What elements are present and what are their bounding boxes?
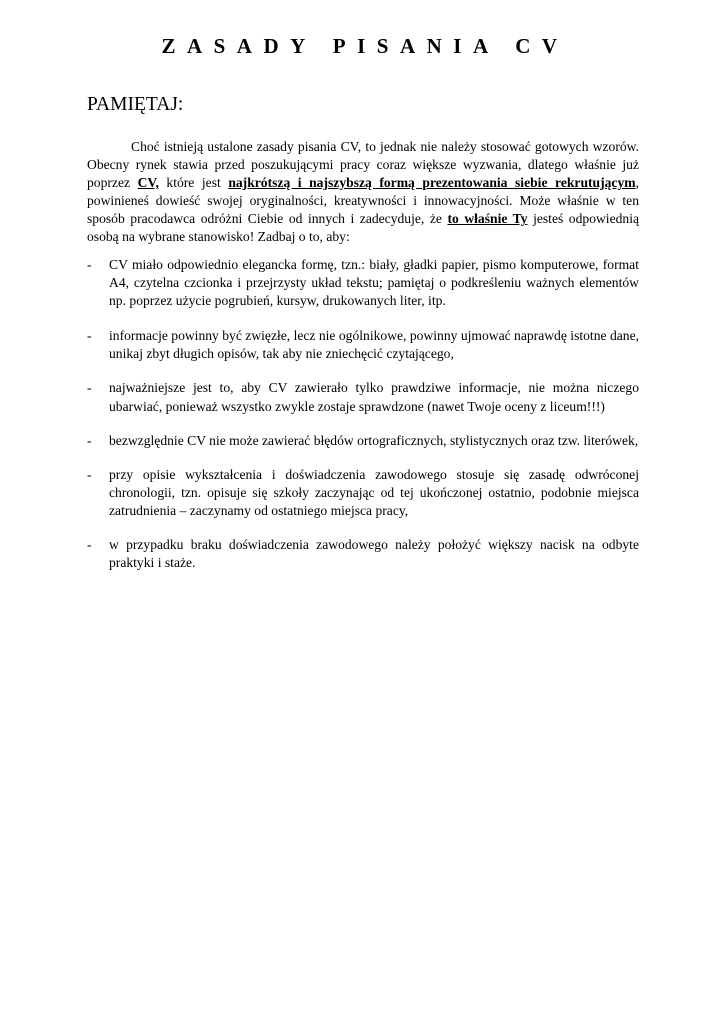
bullet-dash: - [87,257,92,272]
intro-text-4: jesteś odpowiednią osobą na wybrane stanowisko! Zadbaj o to, aby: [87,211,640,245]
list-item-text: bezwzględnie CV nie może zawierać błędów ortograficznych, stylistycznych oraz tzw. literówek, [109,432,639,448]
list-item [87,466,639,520]
bullet-dash: - [87,432,92,448]
intro-key-emphasis: najkrótszą i najszybszą formą prezentowania siebie rekrutującym [228,175,636,191]
list-item [87,327,639,363]
intro-paragraph [87,138,639,247]
intro-you-emphasis: to właśnie Ty [447,211,528,227]
bullet-dash: - [87,380,92,396]
list-item [87,432,639,450]
list-item-text: przy opisie wykształcenia i doświadczenia zawodowego stosuje się zasadę odwróconej chronologii, tzn. opisuje się szkoły zaczynając od tej ukończonej ostatnio, podobnie miejsca zatrudnienia – zaczynamy od ostatniego miejsca pracy, [109,466,639,518]
list-item [87,256,639,310]
bullet-dash: - [87,466,92,482]
list-item-text: CV miało odpowiednio elegancka formę, tzn.: biały, gładki papier, pismo komputerowe, format A4, czytelna czcionka i przejrzysty układ tekstu; pamiętaj o podkreśleniu ważnych elementów np. poprzez użycie pogrubień, kursyw, drukowanych liter, itp. [109,257,639,309]
page-title: ZASADY PISANIA CV [161,34,569,58]
bullet-dash: - [87,537,92,553]
section-heading: PAMIĘTAJ: [87,94,184,115]
intro-cv-emphasis: CV, [137,175,159,191]
list-item-text: informacje powinny być zwięzłe, lecz nie ogólnikowe, powinny ujmować naprawdę istotne dane, unikaj zbyt długich opisów, tak aby nie zniechęcić czytającego, [109,328,639,362]
intro-text-3: , powinieneś dowieść swojej oryginalności, kreatywności i innowacyjności. Może właśnie w ten sposób pracodawca odróżni Ciebie od innych i zadecyduje, że [87,175,639,227]
list-item [87,379,639,415]
intro-text-1: Choć istnieją ustalone zasady pisania CV, to jednak nie należy stosować gotowych wzorów. Obecny rynek stawia przed poszukującymi pracy coraz większe wyzwania, dlatego właśnie już poprzez [87,139,639,191]
rules-list [87,256,639,572]
list-item [87,536,639,572]
bullet-dash: - [87,328,92,344]
list-item-text: najważniejsze jest to, aby CV zawierało tylko prawdziwe informacje, nie można niczego ubarwiać, ponieważ wszystko zwykle zostaje sprawdzone (nawet Twoje oceny z liceum!!!) [109,380,639,414]
list-item-text: w przypadku braku doświadczenia zawodowego należy położyć większy nacisk na odbyte praktyki i staże. [109,537,639,571]
intro-text-2: które jest [158,175,229,191]
